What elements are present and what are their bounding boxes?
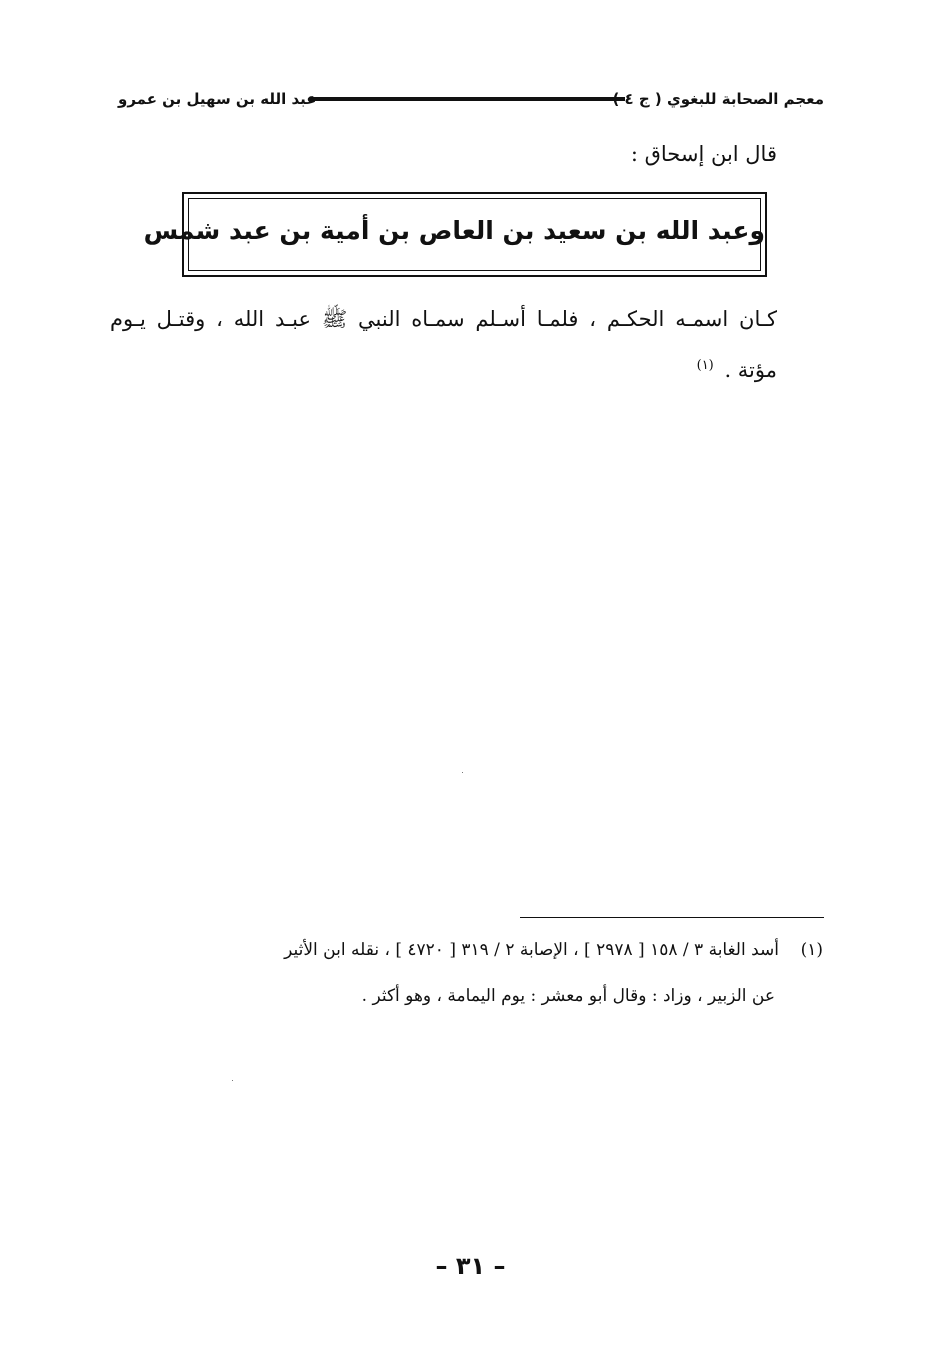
scan-speck [232, 1080, 233, 1081]
body-line-2 [697, 358, 777, 382]
scan-speck [462, 772, 463, 773]
body-line-1: كـان اسمـه الحكـم ، فلمـا أسـلم سمـاه النبي ﷺ عبـد الله ، وقتـل يـوم [110, 307, 777, 331]
entry-title: وعبد الله بن سعيد بن العاص بن أمية بن عبد شمس [143, 216, 765, 245]
header-entry-name: عبد الله بن سهيل بن عمرو [118, 90, 317, 108]
page-number: – ٣١ – [435, 1252, 506, 1280]
intro-line: قال ابن إسحاق : [630, 142, 777, 166]
footnote-reference: (١) [696, 358, 714, 373]
footnote-number: (١) [800, 940, 823, 960]
footnote-line-1: أسد الغابة ٣ / ١٥٨ [ ٢٩٧٨ ] ، الإصابة ٢ / ٣١٩ [ ٤٧٢٠ ] ، نقله ابن الأثير [284, 940, 779, 960]
footnote-separator [520, 917, 824, 918]
header-book-title: معجم الصحابة للبغوي ( ج ٤ ) [612, 90, 824, 108]
footnote-line-2: عن الزبير ، وزاد : وقال أبو معشر : يوم اليمامة ، وهو أكثر . [361, 986, 775, 1006]
header-rule [310, 97, 625, 101]
running-header [118, 86, 824, 116]
body-line-2-text: مؤتة . [724, 358, 777, 382]
entry-title-box [143, 192, 767, 277]
